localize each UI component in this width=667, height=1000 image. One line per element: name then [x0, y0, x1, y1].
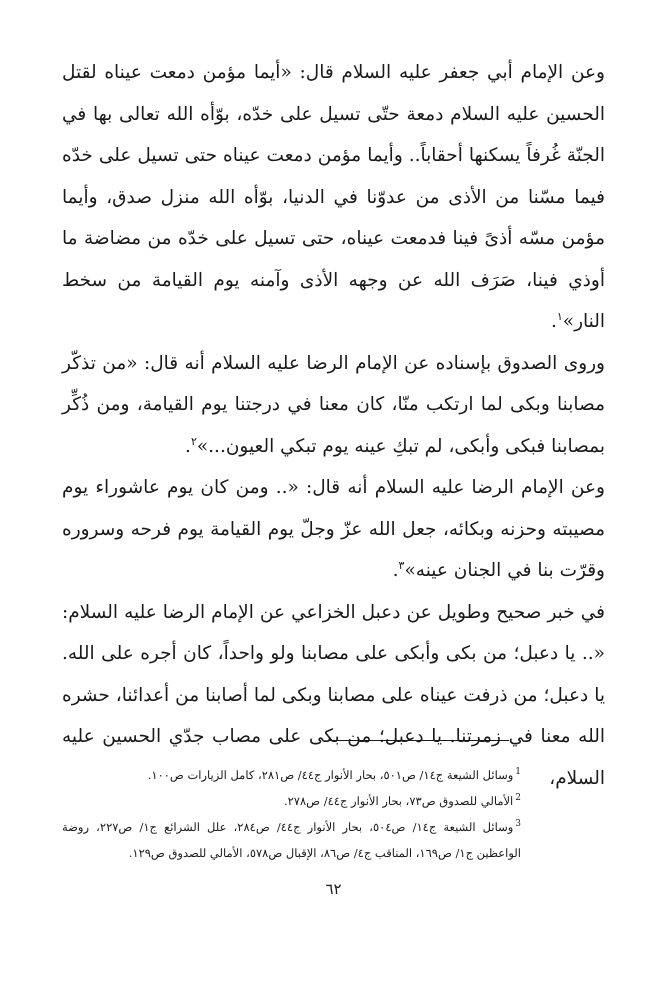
footnote-ref-3[interactable]: ٣ — [398, 558, 405, 572]
body-paragraph-3: وعن الإمام الرضا عليه السلام أنه قال: «.. ومن كان يوم عاشوراء يوم مصيبته وحزنه وبكائه، جعل الله عزّ وجلّ يوم القيامة يوم فرحه وسروره وقرّت بنا في الجنان عينه»$^٣$. — [62, 477, 605, 581]
paragraph-text: في خبر صحيح وطويل عن دعبل الخزاعي عن الإمام الرضا عليه السلام: «.. يا دعبل؛ من بكى وأبكى على مصابنا ولو واحداً، كان أجره على الله. يا دعبل؛ من ذرفت عيناه على مصابنا وبكى لما أصابنا من أعدائنا، حشره الله معنا في زمرتنا. يا دعبل؛ من بكى على مصاب جدّي الحسين عليه السلام، — [62, 601, 605, 789]
footnote-1 — [62, 762, 521, 788]
paragraph-text: وعن الإمام أبي جعفر عليه السلام قال: «أيما مؤمن دمعت عيناه لقتل الحسين عليه السلام دمعة حتّى تسيل على خدّه، بوّأه الله تعالى بها في الجنّة غُرفاً يسكنها أحقاباً.. وأيما مؤمن دمعت عيناه حتى تسيل على خدّه فيما مسّنا من الأذى من عدوّنا في الدنيا، بوّأه الله منزل صدق، وأيما مؤمن مسّه أذىً فينا فدمعت عيناه، حتى تسيل على خدّه من مضاضة ما أوذي فينا، صَرَف الله عن وجهه الأذى وآمنه يوم القيامة من سخط النار» — [62, 62, 605, 332]
footnotes-section — [62, 762, 521, 866]
paragraph-text: وعن الإمام الرضا عليه السلام أنه قال: «.. ومن كان يوم عاشوراء يوم مصيبته وحزنه وبكائه، جعل الله عزّ وجلّ يوم القيامة يوم فرحه وسروره وقرّت بنا في الجنان عينه» — [62, 477, 605, 581]
footnote-3 — [62, 814, 521, 866]
footnote-text: وسائل الشيعة ج١٤/ ص٥٠١، بحار الأنوار ج٤٤/ ص٢٨١، كامل الزيارات ص١٠٠. — [147, 768, 514, 782]
page-number: ٦٢ — [325, 880, 342, 898]
footnote-number: 3 — [515, 819, 521, 830]
footnote-number: 1 — [515, 767, 521, 778]
footnote-number: 2 — [515, 793, 521, 804]
footnote-ref-2[interactable]: ٢ — [190, 434, 197, 448]
body-paragraph-2: وروى الصدوق بإسناده عن الإمام الرضا عليه السلام أنه قال: «من تذكّر مصابنا وبكى لما ارتكب منّا، كان معنا في درجتنا يوم القيامة، ومن ذُكِّر بمصابنا فبكى وأبكى، لم تبكِ عينه يوم تبكي العيون...»$^٢$. — [62, 352, 605, 457]
footnote-text: وسائل الشيعة ج١٤/ ص٥٠٤، بحار الأنوار ج٤٤/ ص٢٨٤، علل الشرائع ج١/ ص٢٢٧، روضة الواعظين ج١/ ص١٦٩، المناقب ج٤/ ص٨٦، الإقبال ص٥٧٨، الأمالي للصدوق ص١٢٩. — [62, 820, 521, 860]
body-paragraph-1: وعن الإمام أبي جعفر عليه السلام قال: «أيما مؤمن دمعت عيناه لقتل الحسين عليه السلام دمعة حتّى تسيل على خدّه، بوّأه الله تعالى بها في الجنّة غُرفاً يسكنها أحقاباً.. وأيما مؤمن دمعت عيناه حتى تسيل على خدّه فيما مسّنا من الأذى من عدوّنا في الدنيا، بوّأه الله منزل صدق، وأيما مؤمن مسّه أذىً فينا فدمعت عيناه، حتى تسيل على خدّه من مضاضة ما أوذي فينا، صَرَف الله عن وجهه الأذى وآمنه يوم القيامة من سخط النار»$^١$. — [62, 62, 605, 332]
footnote-ref-1[interactable]: ١ — [556, 309, 563, 323]
footnote-2 — [62, 788, 521, 814]
footnote-text: الأمالي للصدوق ص٧٣، بحار الأنوار ج٤٤/ ص٢٧٨. — [283, 794, 514, 808]
footnote-divider — [329, 740, 509, 741]
paragraph-text: وروى الصدوق بإسناده عن الإمام الرضا عليه السلام أنه قال: «من تذكّر مصابنا وبكى لما ارتكب منّا، كان معنا في درجتنا يوم القيامة، ومن ذُكِّر بمصابنا فبكى وأبكى، لم تبكِ عينه يوم تبكي العيون...» — [62, 352, 605, 457]
